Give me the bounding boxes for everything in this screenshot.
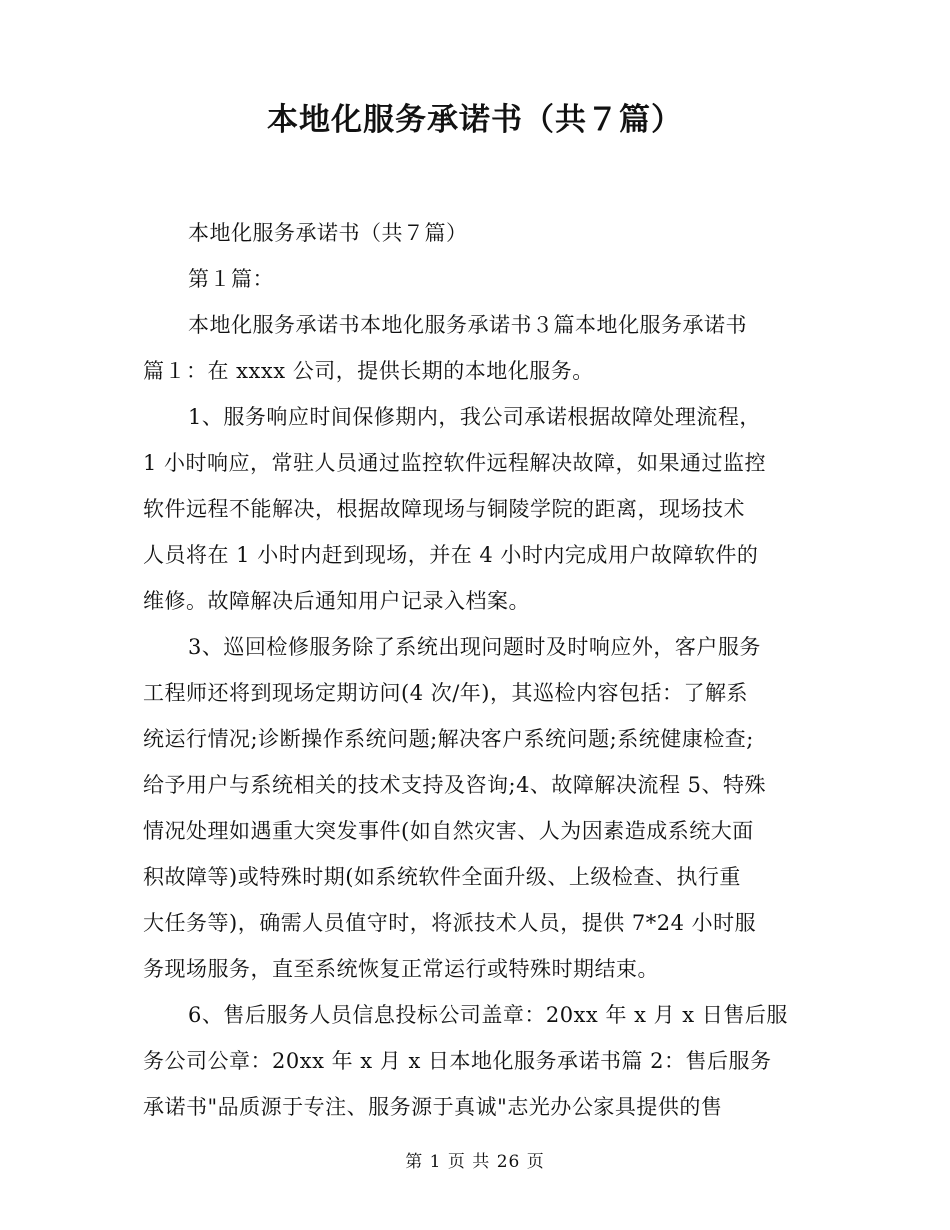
body-line: 积故障等)或特殊时期(如系统软件全面升级、上级检查、执行重: [143, 865, 741, 889]
body-line: 统运行情况;诊断操作系统问题;解决客户系统问题;系统健康检查;: [143, 727, 754, 751]
body-line: 软件远程不能解决，根据故障现场与铜陵学院的距离，现场技术: [143, 497, 745, 521]
body-line: 务现场服务，直至系统恢复正常运行或特殊时期结束。: [143, 957, 659, 981]
body-line: 给予用户与系统相关的技术支持及咨询;4、故障解决流程 5、特殊: [143, 773, 766, 797]
body-line: 本地化服务承诺书本地化服务承诺书３篇本地化服务承诺书: [188, 313, 747, 337]
body-line: 篇１：在 xxxx 公司，提供长期的本地化服务。: [143, 359, 594, 383]
document-body: [143, 210, 833, 1130]
document-title: 本地化服务承诺书（共７篇）: [267, 102, 683, 138]
body-line: 人员将在 1 小时内赶到现场，并在 4 小时内完成用户故障软件的: [143, 543, 759, 567]
body-line: 承诺书"品质源于专注、服务源于真诚"志光办公家具提供的售: [143, 1095, 723, 1119]
body-line: 1、服务响应时间保修期内，我公司承诺根据故障处理流程，: [188, 405, 761, 429]
body-line: 工程师还将到现场定期访问(4 次/年)，其巡检内容包括：了解系: [143, 681, 748, 705]
body-line: 大任务等)，确需人员值守时，将派技术人员，提供 7*24 小时服: [143, 911, 757, 935]
body-line: 维修。故障解决后通知用户记录入档案。: [143, 589, 530, 613]
page-number-footer: 第 1 页 共 26 页: [405, 1152, 545, 1172]
body-line: 1 小时响应，常驻人员通过监控软件远程解决故障，如果通过监控: [143, 451, 767, 475]
body-line: 务公司公章：20xx 年 x 月 x 日本地化服务承诺书篇 2：售后服务: [143, 1049, 772, 1073]
body-line: 3、巡回检修服务除了系统出现问题时及时响应外，客户服务: [188, 635, 761, 659]
body-line: 6、售后服务人员信息投标公司盖章：20xx 年 x 月 x 日售后服: [188, 1003, 788, 1027]
body-line: 本地化服务承诺书（共７篇）: [188, 221, 468, 245]
body-line: 第１篇：: [188, 267, 274, 291]
body-line: 情况处理如遇重大突发事件(如自然灾害、人为因素造成系统大面: [143, 819, 754, 843]
